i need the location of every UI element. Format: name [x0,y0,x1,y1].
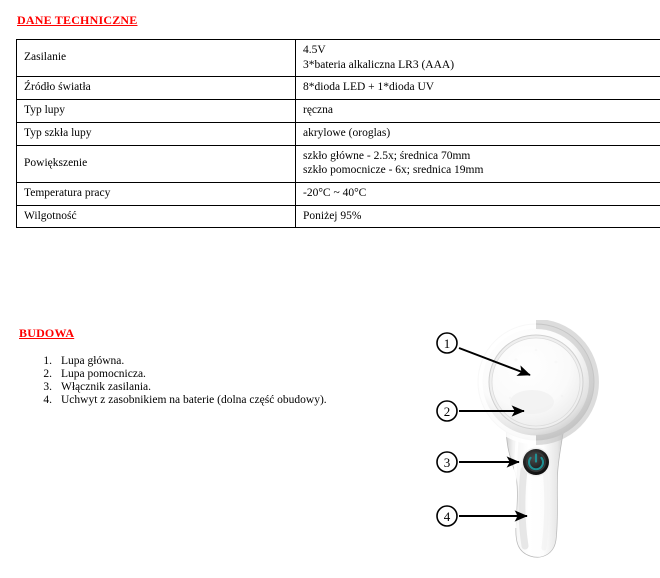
list-item-number: 3. [43,381,52,393]
callout-3 [437,452,519,472]
build-section-heading: BUDOWA [19,326,75,340]
specs-section-heading: DANE TECHNICZNE [17,13,138,27]
table-row [17,100,660,123]
table-row [17,183,660,206]
table-row [17,77,660,100]
callout-2-label: 2 [443,404,451,419]
list-item-number: 4. [43,394,52,406]
list-item-label: Włącznik zasilania. [61,381,152,393]
spec-value [296,40,660,77]
power-button[interactable] [522,448,551,477]
list-item-number: 1. [43,355,52,367]
spec-label: Zasilanie [17,40,296,77]
spec-value [296,183,660,206]
spec-value-line: -20°C ~ 40°C [303,187,367,200]
callout-4-label: 4 [443,509,451,524]
list-item [30,394,410,407]
spec-value-line: akrylowe (oroglas) [303,126,391,139]
spec-value [296,145,660,182]
table-row [17,205,660,228]
list-item-label: Uchwyt z zasobnikiem na baterie (dolna część obudowy). [61,394,327,406]
spec-label: Typ lupy [17,100,296,123]
list-item-label: Lupa główna. [61,355,125,367]
list-item [30,355,410,368]
spec-value-line: Poniżej 95% [303,209,362,222]
spec-value-line: 3*bateria alkaliczna LR3 (AAA) [303,58,455,71]
spec-label: Temperatura pracy [17,183,296,206]
parts-list [30,355,410,407]
spec-label: Typ szkła lupy [17,122,296,145]
table-row [17,122,660,145]
list-item [30,368,410,381]
callout-3-label: 3 [443,455,451,470]
list-item-label: Lupa pomocnicza. [61,368,146,380]
spec-value [296,205,660,228]
spec-value [296,122,660,145]
callout-1-label: 1 [443,336,451,351]
spec-label: Powiększenie [17,145,296,182]
spec-value-line: ręczna [303,104,333,117]
spec-value-line: 8*dioda LED + 1*dioda UV [303,81,435,94]
table-row [17,40,660,77]
spec-value-line: szkło pomocnicze - 6x; srednica 19mm [303,164,484,177]
table-row [17,145,660,182]
product-illustration [420,320,660,570]
specifications-table [16,39,660,228]
list-item [30,381,410,394]
spec-label: Źródło światła [17,77,296,100]
spec-value [296,77,660,100]
spec-value-line: 4.5V [303,44,326,56]
spec-value-line: szkło główne - 2.5x; średnica 70mm [303,149,471,162]
spec-value [296,100,660,123]
list-item-number: 2. [43,368,52,380]
spec-label: Wilgotność [17,205,296,228]
